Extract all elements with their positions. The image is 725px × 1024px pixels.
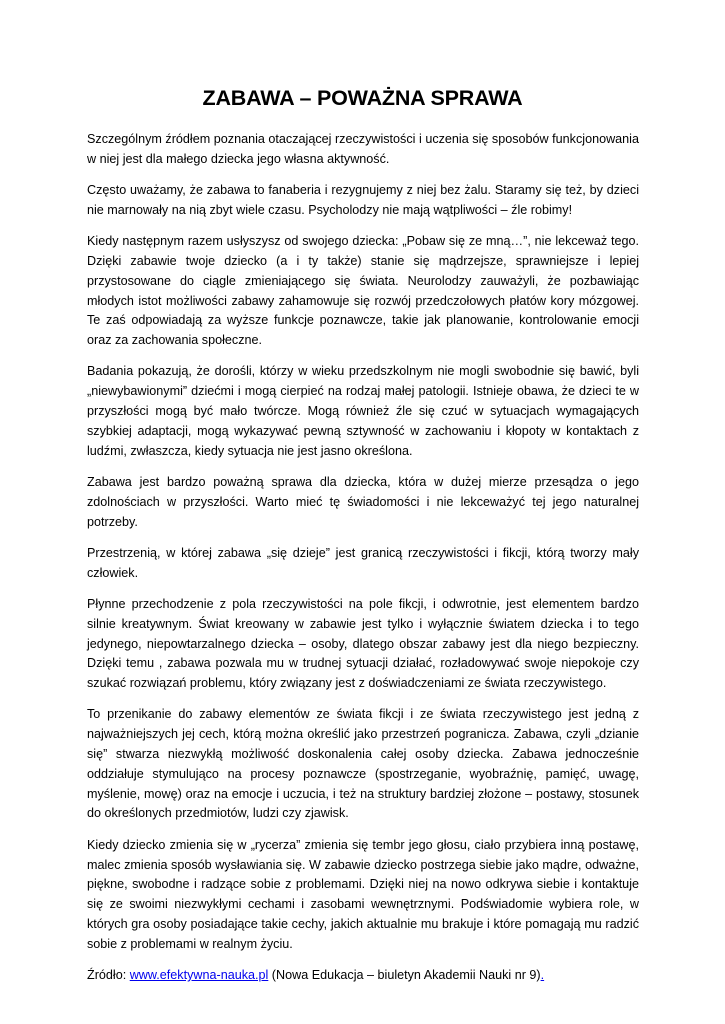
source-trailing-link[interactable]: . (540, 967, 545, 982)
source-line (87, 966, 639, 986)
source-link[interactable]: www.efektywna-nauka.pl (129, 967, 269, 982)
paragraph-5: Zabawa jest bardzo poważną sprawa dla dziecka, która w dużej mierze przesądza o jego zdolnościach w przyszłości. Warto mieć tę świadomości i nie lekceważyć tej jego naturalnej potrzeby. (87, 474, 639, 529)
paragraph-2: Często uważamy, że zabawa to fanaberia i rezygnujemy z niej bez żalu. Staramy się też, by dzieci nie marnowały na nią zbyt wiele czasu. Psycholodzy nie mają wątpliwości – źle robimy! (87, 183, 639, 217)
paragraph-8: To przenikanie do zabawy elementów ze świata fikcji i ze świata rzeczywistego jest jedną z najważniejszych jej cech, którą można określić jako przestrzeń pogranicza. Zabawa, czyli „dzianie się” stwarza niezwykłą możliwość doskonalenia całej osoby dziecka. Zabawa jednocześnie oddziałuje stymulująco na procesy poznawcze (spostrzeganie, wyobraźnię, pamięć, uwagę, myślenie, mowę) oraz na emocje i uczucia, i też na struktury bardziej złożone – postawy, stosunek do określonych przedmiotów, ludzi czy zjawisk. (87, 707, 639, 821)
source-label: Źródło: (87, 967, 130, 982)
source-suffix: (Nowa Edukacja – biuletyn Akademii Nauki nr 9) (268, 967, 541, 982)
paragraph-6: Przestrzenią, w której zabawa „się dzieje” jest granicą rzeczywistości i fikcji, którą tworzy mały człowiek. (87, 545, 639, 580)
paragraph-4: Badania pokazują, że dorośli, którzy w wieku przedszkolnym nie mogli swobodnie się bawić, byli „niewybawionymi” dziećmi i mogą cierpieć na rodzaj małej patologii. Istnieje obawa, że dzieci te w przyszłości mogą być mało twórcze. Mogą również źle się czuć w sytuacjach wymagających szybkiej adaptacji, mogą wykazywać pewną sztywność w zachowaniu i kłopoty w kontaktach z ludźmi, zwłaszcza, kiedy sytuacja nie jest jasno określona. (87, 364, 639, 458)
page-title: ZABAWA – POWAŻNA SPRAWA (202, 86, 523, 110)
paragraph-9: Kiedy dziecko zmienia się w „rycerza” zmienia się tembr jego głosu, ciało przybiera inną postawę, malec zmienia sposób wysławiania się. W zabawie dziecko postrzega siebie jako mądre, odważne, piękne, swobodne i radzące sobie z problemami. Dzięki niej na nowo odkrywa siebie i kontaktuje się ze swoimi niezwykłymi cechami i zasobami wewnętrznymi. Podświadomie wybiera role, w których gra osoby posiadające takie cechy, jakich aktualnie mu brakuje i które pomagają mu radzić sobie z problemami w realnym życiu. (87, 837, 639, 951)
paragraph-3: Kiedy następnym razem usłyszysz od swojego dziecka: „Pobaw się ze mną…”, nie lekceważ tego. Dzięki zabawie twoje dziecko (a i ty także) stanie się mądrzejsze, sprawniejsze i lepiej przystosowane do ciągle zmieniającego się świata. Neurolodzy zauważyli, że pozbawiając młodych istot możliwości zabawy zahamowuje się rozwój przedczołowych płatów kory mózgowej. Te zaś odpowiadają za wyższe funkcje poznawcze, takie jak planowanie, kontrolowanie emocji oraz za zachowania społeczne. (87, 234, 639, 348)
document-body (87, 130, 639, 997)
paragraph-7: Płynne przechodzenie z pola rzeczywistości na pole fikcji, i odwrotnie, jest elementem bardzo silnie kreatywnym. Świat kreowany w zabawie jest tylko i wyłącznie światem dziecka i to tego jedynego, niepowtarzalnego dziecka – osoby, dlatego obszar zabawy jest dla niego bezpieczny. Dzięki temu , zabawa pozwala mu w trudnej sytuacji działać, rozładowywać swoje niepokoje czy szukać rozwiązań problemu, który związany jest z doświadczeniami ze świata rzeczywistego. (87, 596, 639, 691)
paragraph-1: Szczególnym źródłem poznania otaczającej rzeczywistości i uczenia się sposobów funkcjonowania w niej jest dla małego dziecka jego własna aktywność. (87, 132, 639, 166)
